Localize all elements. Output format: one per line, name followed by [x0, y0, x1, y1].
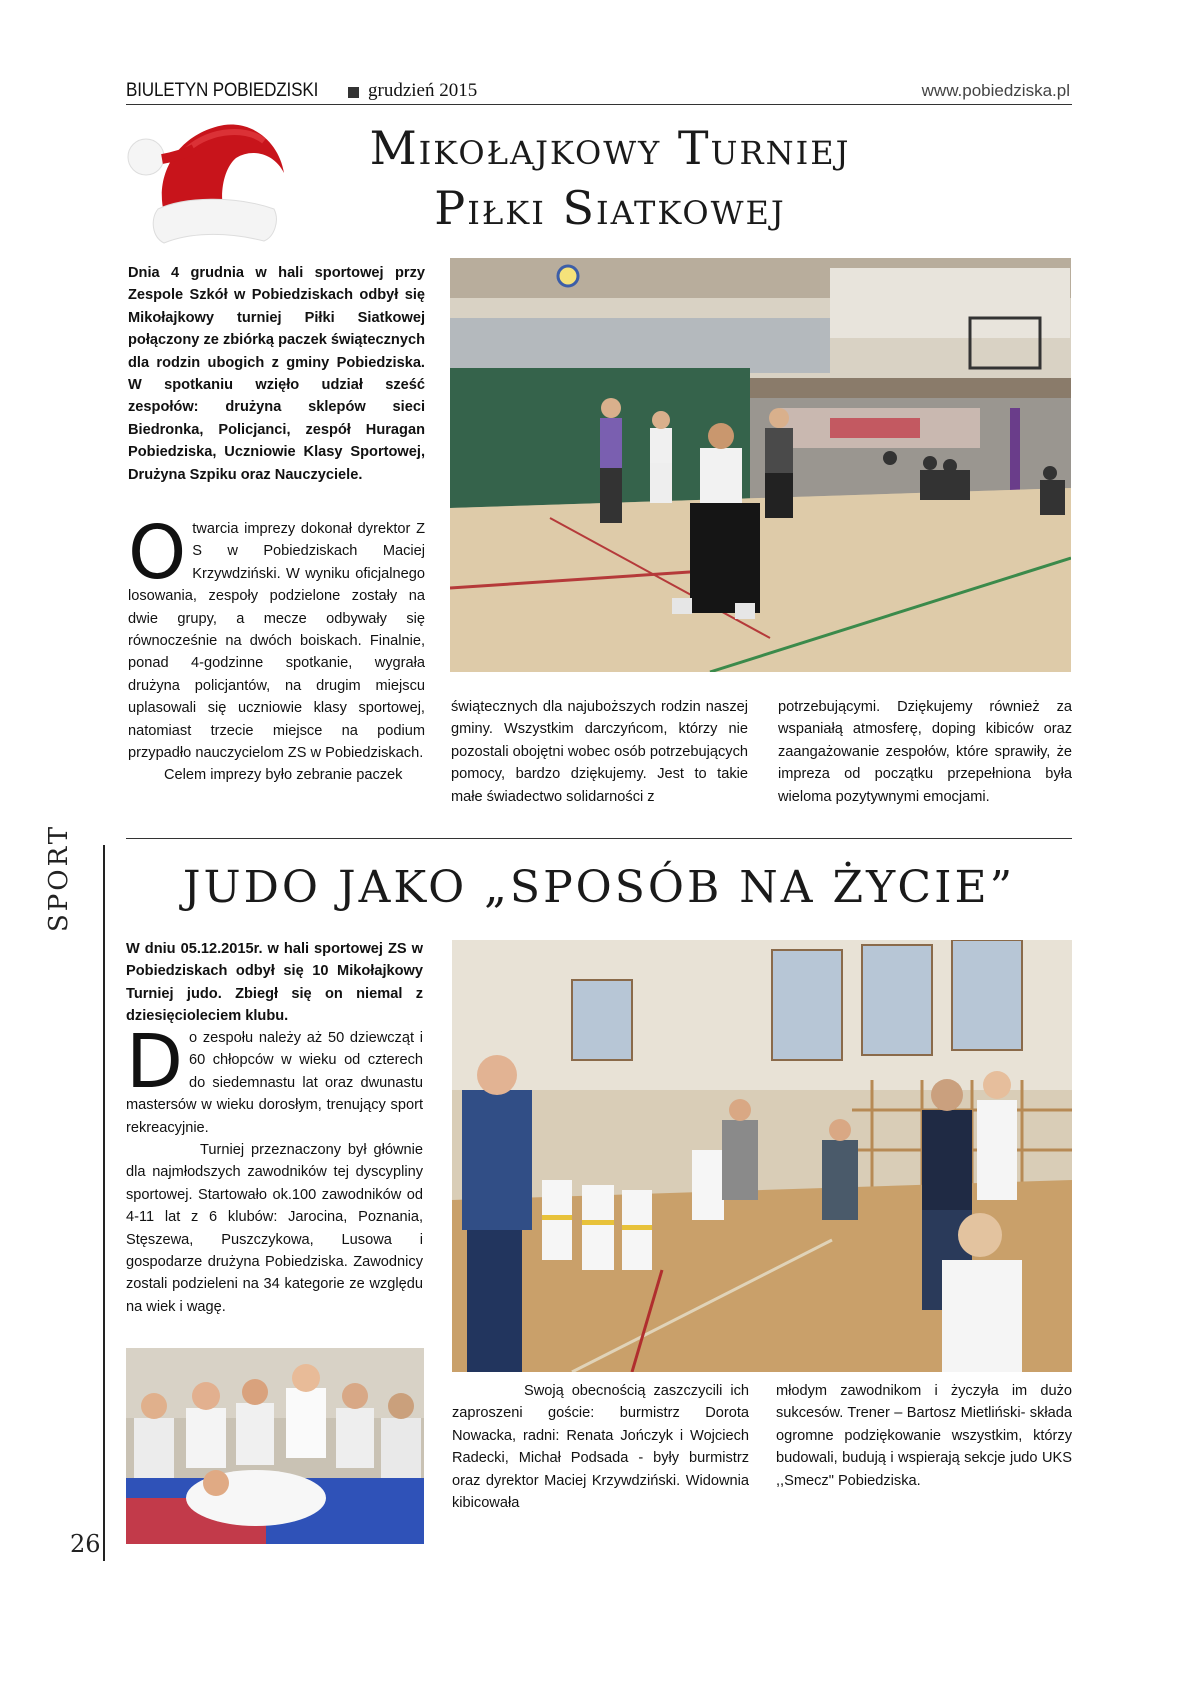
article1-column3: potrzebującymi. Dziękujemy również za wspaniałą atmosferę, doping kibiców oraz zaangażowanie zespołów, które sprawiły, że impreza od początku przepełniona była wieloma pozytywnymi emocjami. — [778, 699, 1072, 805]
issue-date: grudzień 2015 — [368, 80, 478, 101]
page-number: 26 — [70, 1530, 101, 1558]
article1-para1: twarcia imprezy dokonał dyrektor Z S w Pobiedziskach Maciej Krzywdziński. W wyniku oficjalnego losowania, zespoły podzielone zostały na dwie grupy, a mecze odbywały się równocześnie na dwóch boiskach. Finalnie, ponad 4-godzinne spotkanie, wygrała drużyna policjantów, na drugim miejscu uplasowali się uczniowie klasy sportowej, natomiast trzecie miejsce na podium przypadło nauczycielom ZS w Pobiedziskach. — [128, 521, 425, 762]
article1-lead: Dnia 4 grudnia w hali sportowej przy Zespole Szkół w Pobiedziskach odbył się Mikołajkowy turniej Piłki Siatkowej połączony ze zbiórką paczek świątecznych dla rodzin ubogich z gminy Pobiedziska. W spotkaniu wzięło udział sześć zespołów: drużyna sklepów sieci Biedronka, Policjanci, zespół Huragan Pobiedziska, Uczniowie Klasy Sportowej, Drużyna Szpiku oraz Nauczyciele. — [128, 265, 425, 483]
article2-para1: o zespołu należy aż 50 dziewcząt i 60 chłopców w wieku od czterech do siedemnastu lat oraz dwunastu mastersów w wieku dorosłym, trenujący sport rekreacyjnie. — [126, 1030, 423, 1136]
article1-dropcap: O — [128, 510, 187, 596]
section-divider — [126, 838, 1072, 839]
separator-square — [348, 87, 359, 98]
article2-column2 — [452, 1380, 749, 1514]
article2-column3: młodym zawodnikom i życzyła im dużo sukcesów. Trener – Bartosz Mietliński- składa ogromne podziękowanie wszystkim, którzy budowali, budują i wspierają sekcje judo UKS ,,Smecz" Pobiedziska. — [776, 1383, 1072, 1489]
santa-hat-icon — [124, 113, 294, 251]
side-rule — [103, 845, 105, 1561]
section-label: SPORT — [44, 823, 74, 933]
article2-body — [126, 1019, 423, 1318]
article1-title-line2: Piłki Siatkowej — [434, 181, 786, 235]
article1-column2: świątecznych dla najuboższych rodzin naszej gminy. Wszystkim darczyńcom, którzy nie pozostali obojętni wobec osób potrzebujących pomocy, bardzo dziękujemy. Jest to takie małe świadectwo solidarności z — [451, 699, 748, 805]
article1-title — [300, 118, 920, 238]
article2-dropcap: D — [126, 1019, 183, 1105]
article2-column2-text: Swoją obecnością zaszczycili ich zaproszeni goście: burmistrz Dorota Nowacka, radni: Renata Jończyk i Wojciech Radecki, Michał Podsada - były burmistrz oraz dyrektor Maciej Krzywdziński. Widownia kibicowała — [452, 1383, 749, 1512]
header-rule — [126, 104, 1072, 105]
article1-body — [128, 510, 425, 787]
judo-hall-photo — [452, 940, 1072, 1372]
bulletin-title: BIULETYN POBIEDZISKI — [126, 80, 319, 101]
article2-para2: Turniej przeznaczony był głównie dla najmłodszych zawodników tej dyscypliny sportowej. Startowało ok.100 zawodników od 4-11 lat z 6 klubów: Jarocina, Poznania, Stęszewa, Puszczykowa, Lusowa i gospodarze drużyna Pobiedziska. Zawodnicy zostali podzieleni na 34 kategorie ze względu na wiek i wagę. — [126, 1142, 423, 1315]
article1-para2: Celem imprezy było zebranie paczek — [164, 767, 403, 784]
website-url[interactable]: www.pobiedziska.pl — [921, 81, 1070, 100]
article1-title-line1: Mikołajkowy Turniej — [369, 121, 851, 175]
volleyball-photo — [450, 258, 1071, 672]
judo-kids-photo — [126, 1348, 424, 1544]
article2-title: JUDO JAKO „SPOSÓB NA ŻYCIE” — [182, 862, 1016, 913]
article2-lead: W dniu 05.12.2015r. w hali sportowej ZS w Pobiedziskach odbył się 10 Mikołajkowy Turniej judo. Zbiegł się on niemal z dziesięcioleciem klubu. — [126, 941, 423, 1025]
